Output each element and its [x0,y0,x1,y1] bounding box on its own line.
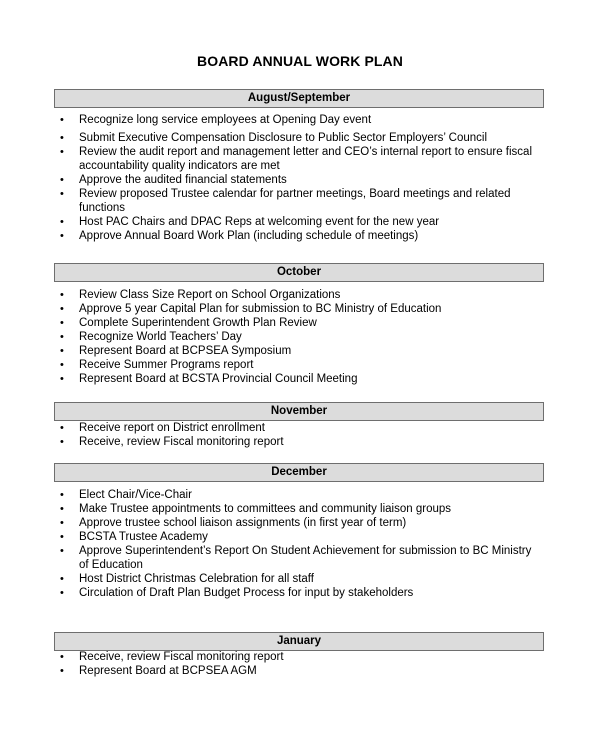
list-item: • Review Class Size Report on School Organizations [54,288,544,302]
list-item: • Host PAC Chairs and DPAC Reps at welcoming event for the new year [54,215,544,229]
list-item: • Approve the audited financial statements [54,173,544,187]
list-item: • Recognize long service employees at Opening Day event [54,113,544,127]
list-item: • Make Trustee appointments to committees and community liaison groups [54,502,544,516]
section-header-october: October [54,263,544,282]
list-item: • Approve Annual Board Work Plan (including schedule of meetings) [54,229,544,243]
list-item: • Recognize World Teachers’ Day [54,330,544,344]
document-title: BOARD ANNUAL WORK PLAN [197,53,403,69]
section-header-november: November [54,402,544,421]
list-item: • Represent Board at BCPSEA Symposium [54,344,544,358]
list-item: • Approve trustee school liaison assignments (in first year of term) [54,516,544,530]
list-item: • Circulation of Draft Plan Budget Process for input by stakeholders [54,586,544,600]
section-header-december: December [54,463,544,482]
section-list-december [54,488,544,600]
list-item: • Review the audit report and management letter and CEO’s internal report to ensure fiscal accountability quality indicators are met [54,145,544,173]
list-item: • BCSTA Trustee Academy [54,530,544,544]
section-list-august-september [54,113,544,243]
list-item: • Receive Summer Programs report [54,358,544,372]
list-item: • Approve 5 year Capital Plan for submission to BC Ministry of Education [54,302,544,316]
list-item: • Represent Board at BCPSEA AGM [54,664,544,678]
section-header-january: January [54,632,544,651]
section-list-january [54,650,544,678]
section-list-november [54,421,544,449]
list-item: • Receive, review Fiscal monitoring report [54,435,544,449]
section-header-august-september: August/September [54,89,544,108]
section-list-october [54,288,544,386]
list-item: • Review proposed Trustee calendar for partner meetings, Board meetings and related functions [54,187,544,215]
list-item: • Approve Superintendent’s Report On Student Achievement for submission to BC Ministry of Education [54,544,544,572]
list-item: • Submit Executive Compensation Disclosure to Public Sector Employers’ Council [54,131,544,145]
list-item: • Host District Christmas Celebration for all staff [54,572,544,586]
list-item: • Receive report on District enrollment [54,421,544,435]
list-item: • Elect Chair/Vice-Chair [54,488,544,502]
list-item: • Receive, review Fiscal monitoring report [54,650,544,664]
list-item: • Represent Board at BCSTA Provincial Council Meeting [54,372,544,386]
list-item: • Complete Superintendent Growth Plan Review [54,316,544,330]
